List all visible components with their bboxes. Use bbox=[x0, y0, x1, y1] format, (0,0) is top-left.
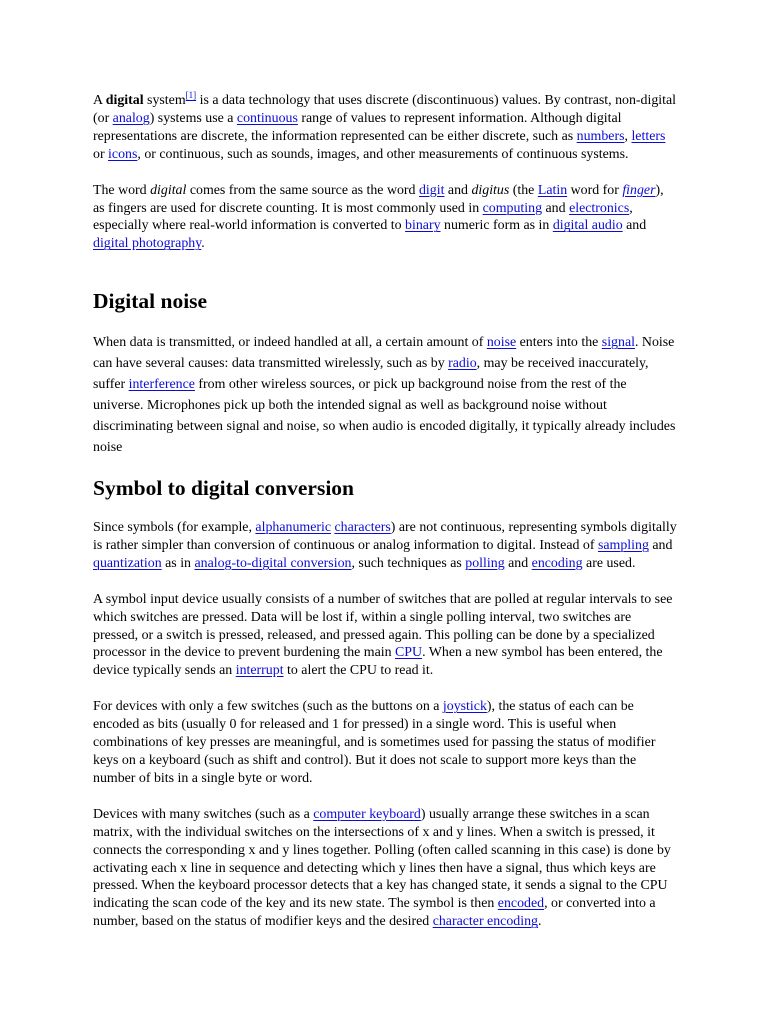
noise-paragraph bbox=[93, 332, 677, 458]
link-encoded[interactable]: encoded bbox=[497, 896, 545, 912]
section-heading-digital-noise: Digital noise bbox=[93, 289, 208, 313]
link-digital-audio[interactable]: digital audio bbox=[552, 218, 623, 234]
text: , such techniques as bbox=[351, 555, 466, 571]
text: to alert the CPU to read it. bbox=[283, 663, 434, 679]
text: enters into the bbox=[516, 335, 602, 350]
text: , may be received inaccurately, suffer bbox=[93, 356, 649, 392]
text: as in bbox=[161, 555, 195, 571]
text: ) usually arrange these switches in a scan matrix, with the individual switches on the intersections of x and y lines. When a switch is pressed, it connects the corresponding x and y lines together. Polling (often called scanning in this case) is done by activating each x line in sequence and detecting which y lines then have a signal, thus which keys are pressed. When the keyboard processor detects that a key has changed state, it sends a signal to the CPU indicating the scan code of the key and its new state. The symbol is then bbox=[93, 806, 671, 912]
link-letters[interactable]: letters bbox=[631, 128, 666, 144]
text: When data is transmitted, or indeed handled at all, a certain amount of bbox=[93, 335, 487, 350]
link-finger[interactable] bbox=[622, 183, 655, 198]
text: . When a new symbol has been entered, the device typically sends an bbox=[93, 645, 663, 679]
italic-term: digitus bbox=[471, 182, 510, 198]
text: and bbox=[648, 537, 673, 553]
text: ), as fingers are used for discrete counting. It is most commonly used in bbox=[93, 182, 664, 216]
text: ) are not continuous, representing symbols digitally is rather simpler than conversion of continuous or analog information to digital. Instead of bbox=[93, 520, 677, 553]
link-signal[interactable]: signal bbox=[601, 335, 635, 350]
text: numeric form as in bbox=[440, 218, 553, 234]
link-icons[interactable]: icons bbox=[108, 146, 138, 162]
text: ) systems use a bbox=[149, 110, 237, 126]
link-characters[interactable]: characters bbox=[334, 520, 391, 535]
link-finger-text[interactable]: finger bbox=[622, 182, 656, 198]
text: are used. bbox=[582, 555, 636, 571]
text: . bbox=[201, 236, 205, 252]
link-interference[interactable]: interference bbox=[128, 377, 195, 392]
symbol-paragraph-2 bbox=[93, 591, 677, 681]
text: Devices with many switches (such as a bbox=[93, 806, 314, 822]
citation-link[interactable]: [1] bbox=[185, 90, 197, 100]
text: comes from the same source as the word bbox=[186, 182, 419, 198]
link-quantization[interactable]: quantization bbox=[93, 555, 162, 571]
link-latin[interactable]: Latin bbox=[537, 182, 568, 198]
link-analog[interactable]: analog bbox=[112, 110, 150, 126]
text: Since symbols (for example, bbox=[93, 520, 256, 535]
term-digital: digital bbox=[105, 93, 144, 108]
text: and bbox=[622, 218, 647, 234]
italic-term: digital bbox=[150, 182, 187, 198]
link-computing[interactable]: computing bbox=[482, 200, 543, 216]
text: For devices with only a few switches (such as the buttons on a bbox=[93, 699, 443, 715]
text: A symbol input device usually consists of a number of switches that are polled at regular intervals to see which switches are pressed. Data will be lost if, within a single polling interval, two switches are pressed, or a switch is pressed, released, and pressed again. This polling can be done by a specialized processor in the device to prevent burdening the main bbox=[93, 591, 673, 661]
text: ), the status of each can be encoded as bits (usually 0 for released and 1 for pressed) in a single word. This is useful when combinations of key presses are meaningful, and is sometimes used for passing the status of modifier keys on a keyboard (such as shift and control). But it does not scale to support more keys than the number of bits in a single byte or word. bbox=[93, 699, 656, 786]
link-interrupt[interactable]: interrupt bbox=[235, 663, 284, 679]
text: , bbox=[624, 128, 632, 144]
link-polling[interactable]: polling bbox=[465, 555, 505, 571]
text: and bbox=[444, 182, 472, 198]
link-character-encoding[interactable]: character encoding bbox=[432, 914, 538, 930]
text: , or continuous, such as sounds, images, and other measurements of continuous systems. bbox=[137, 146, 629, 162]
text: . bbox=[537, 914, 542, 930]
text: The word bbox=[93, 182, 151, 198]
text: (the bbox=[509, 182, 538, 198]
text: . Noise can have several causes: data transmitted wirelessly, such as by bbox=[93, 335, 675, 371]
symbol-paragraph-3 bbox=[93, 698, 677, 788]
link-numbers[interactable]: numbers bbox=[576, 128, 625, 144]
text: is a data technology that uses discrete (discontinuous) values. By contrast, non-digital (or bbox=[93, 93, 677, 126]
section-heading-symbol-conversion: Symbol to digital conversion bbox=[93, 476, 355, 500]
symbol-paragraph-1 bbox=[93, 519, 677, 573]
text: , or converted into a number, based on the status of modifier keys and the desired bbox=[93, 896, 656, 930]
link-encoding[interactable]: encoding bbox=[531, 555, 583, 571]
text: and bbox=[504, 555, 532, 571]
link-joystick[interactable]: joystick bbox=[442, 699, 487, 715]
link-continuous[interactable]: continuous bbox=[236, 110, 298, 126]
text: from other wireless sources, or pick up background noise from the rest of the universe. Microphones pick up both the intended signal as well as background noise without discriminating between signal and noise, so when audio is encoded digitally, it typically already includes noise bbox=[93, 377, 676, 455]
link-electronics[interactable]: electronics bbox=[569, 200, 630, 216]
symbol-section bbox=[93, 475, 677, 949]
link-alphanumeric[interactable]: alphanumeric bbox=[255, 520, 332, 535]
text: or bbox=[93, 146, 109, 162]
link-binary[interactable]: binary bbox=[405, 218, 441, 234]
noise-section bbox=[93, 288, 677, 476]
link-analog-to-digital-conversion[interactable]: analog-to-digital conversion bbox=[194, 555, 352, 571]
link-cpu[interactable]: CPU bbox=[395, 645, 423, 661]
intro-paragraph-2 bbox=[93, 182, 677, 254]
text: , especially where real-world information is converted to bbox=[93, 200, 633, 234]
link-noise[interactable]: noise bbox=[486, 335, 517, 350]
link-computer-keyboard[interactable]: computer keyboard bbox=[313, 806, 421, 822]
citation-ref[interactable] bbox=[186, 90, 197, 100]
link-digital-photography[interactable]: digital photography bbox=[93, 236, 202, 252]
text: system bbox=[143, 93, 186, 108]
text: A bbox=[93, 93, 106, 108]
text: range of values to represent information. Although digital representations are discrete, the information represented can be either discrete, such as bbox=[93, 110, 622, 144]
link-sampling[interactable]: sampling bbox=[597, 537, 649, 553]
text: and bbox=[542, 200, 570, 216]
intro-paragraph-1 bbox=[93, 92, 677, 164]
intro-section bbox=[93, 92, 677, 271]
link-digit[interactable]: digit bbox=[418, 182, 445, 198]
text: word for bbox=[567, 182, 623, 198]
symbol-paragraph-4 bbox=[93, 806, 677, 931]
link-radio[interactable]: radio bbox=[448, 356, 477, 371]
